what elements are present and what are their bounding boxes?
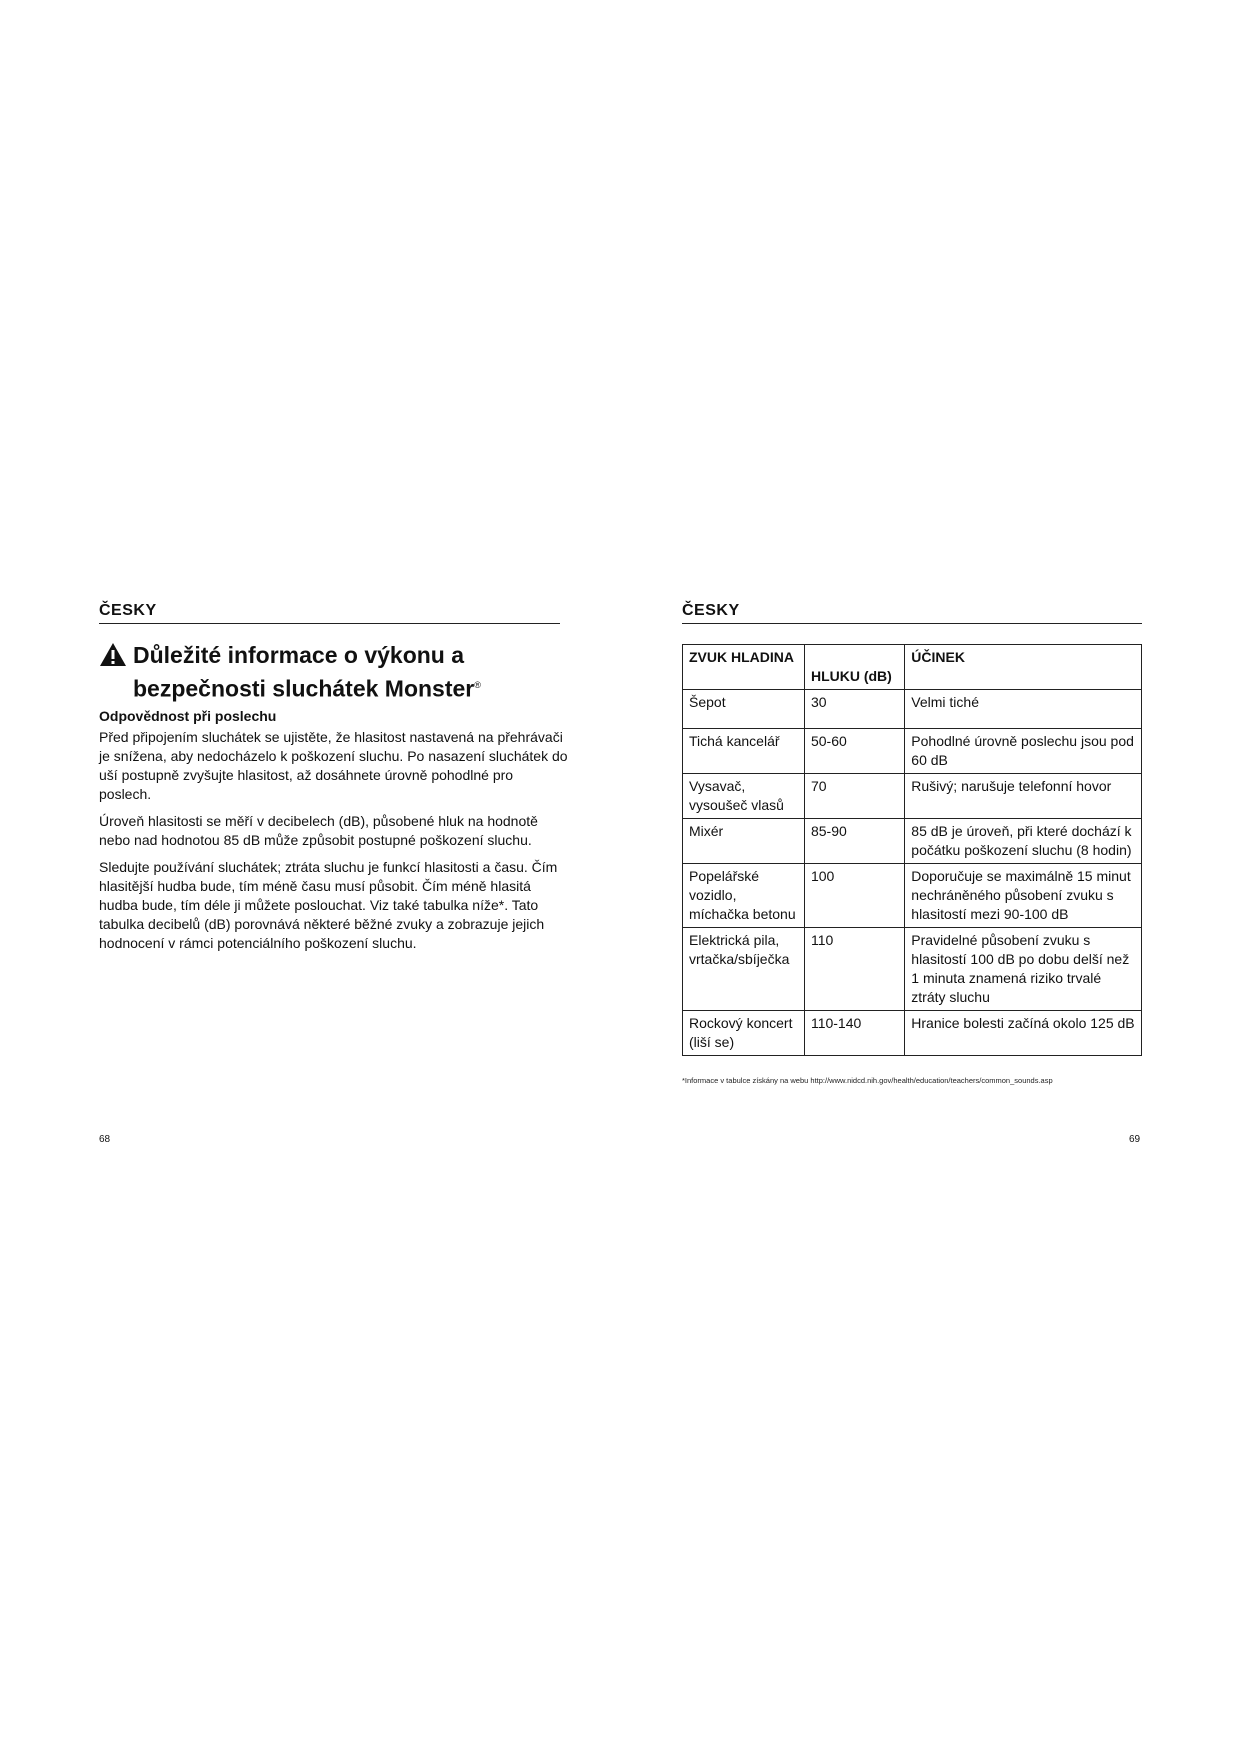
table-cell-effect: Pohodlné úrovně poslechu jsou pod 60 dB (905, 729, 1142, 774)
paragraph-3: Sledujte používání sluchátek; ztráta sluchu je funkcí hlasitosti a času. Čím hlasitější hudba bude, tím méně času musí působit. Čím méně hlasitá hudba bude, tím déle ji můžete poslouchat. Viz také tabulka níže*. Tato tabulka decibelů (dB) porovnává některé běžné zvuky a zobrazuje jejich hodnocení v rámci potenciálního poškození sluchu. (99, 859, 558, 951)
table-cell-sound: Mixér (683, 819, 805, 864)
page-title (133, 640, 573, 704)
page-number-left: 68 (99, 1134, 111, 1145)
table-cell-sound: Elektrická pila, vrtačka/sbíječka (683, 928, 805, 1011)
section-header-left: ČESKY (99, 602, 157, 619)
header-rule-left (99, 623, 560, 624)
table-cell-level: 30 (804, 690, 904, 729)
table-cell-effect: Rušivý; narušuje telefonní hovor (905, 774, 1142, 819)
header-effect: ÚČINEK (905, 645, 1142, 690)
table-cell-level: 70 (804, 774, 904, 819)
header-level: HLUKU (dB) (804, 645, 904, 690)
header-sound: ZVUK HLADINA (683, 645, 805, 690)
table-cell-effect: Pravidelné působení zvuku s hlasitostí 100 dB po dobu delší než 1 minuta znamená riziko trvalé ztráty sluchu (905, 928, 1142, 1011)
table-cell-sound: Rockový koncert (liší se) (683, 1011, 805, 1056)
table-cell-effect: 85 dB je úroveň, při které dochází k počátku poškození sluchu (8 hodin) (905, 819, 1142, 864)
table-cell-sound: Tichá kancelář (683, 729, 805, 774)
subheading: Odpovědnost při poslechu (99, 708, 277, 724)
table-cell-sound: Popelářské vozidlo, míchačka betonu (683, 864, 805, 928)
table-cell-level: 100 (804, 864, 904, 928)
page-number-right: 69 (1129, 1134, 1141, 1145)
table-cell-level: 110 (804, 928, 904, 1011)
table-cell-effect: Hranice bolesti začíná okolo 125 dB (905, 1011, 1142, 1056)
title-line-1: Důležité informace o výkonu a (133, 642, 465, 668)
table-row (683, 1011, 1142, 1056)
warning-triangle-icon (99, 642, 127, 667)
table-cell-level: 85-90 (804, 819, 904, 864)
table-row (683, 864, 1142, 928)
registered-mark: ® (474, 680, 481, 690)
table-row (683, 819, 1142, 864)
table-row (683, 729, 1142, 774)
sound-level-table (682, 644, 1142, 1056)
table-footnote: *Informace v tabulce získány na webu http://www.nidcd.nih.gov/health/education/teachers/common_sounds.asp (682, 1076, 1053, 1085)
table-row (683, 774, 1142, 819)
paragraph-1: Před připojením sluchátek se ujistěte, že hlasitost nastavená na přehrávači je snížena, aby nedocházelo k poškození sluchu. Po nasazení sluchátek do uší postupně zvyšujte hlasitost, až dosáhnete úrovně pohodlné pro poslech. (99, 729, 568, 802)
header-rule-right (682, 623, 1142, 624)
table-cell-level: 110-140 (804, 1011, 904, 1056)
table-cell-effect: Doporučuje se maximálně 15 minut nechráněného působení zvuku s hlasitostí mezi 90-100 dB (905, 864, 1142, 928)
table-row (683, 690, 1142, 729)
section-header-right: ČESKY (682, 602, 740, 619)
table-cell-level: 50-60 (804, 729, 904, 774)
table-row (683, 928, 1142, 1011)
paragraph-2: Úroveň hlasitosti se měří v decibelech (dB), působené hluk na hodnotě nebo nad hodnotou 85 dB může způsobit postupné poškození sluchu. (99, 813, 538, 848)
table-cell-effect: Velmi tiché (905, 690, 1142, 729)
table-cell-sound: Šepot (683, 690, 805, 729)
title-line-2: bezpečnosti sluchátek Monster (133, 675, 475, 702)
table-header-row (683, 645, 1142, 690)
table-cell-sound: Vysavač, vysoušeč vlasů (683, 774, 805, 819)
